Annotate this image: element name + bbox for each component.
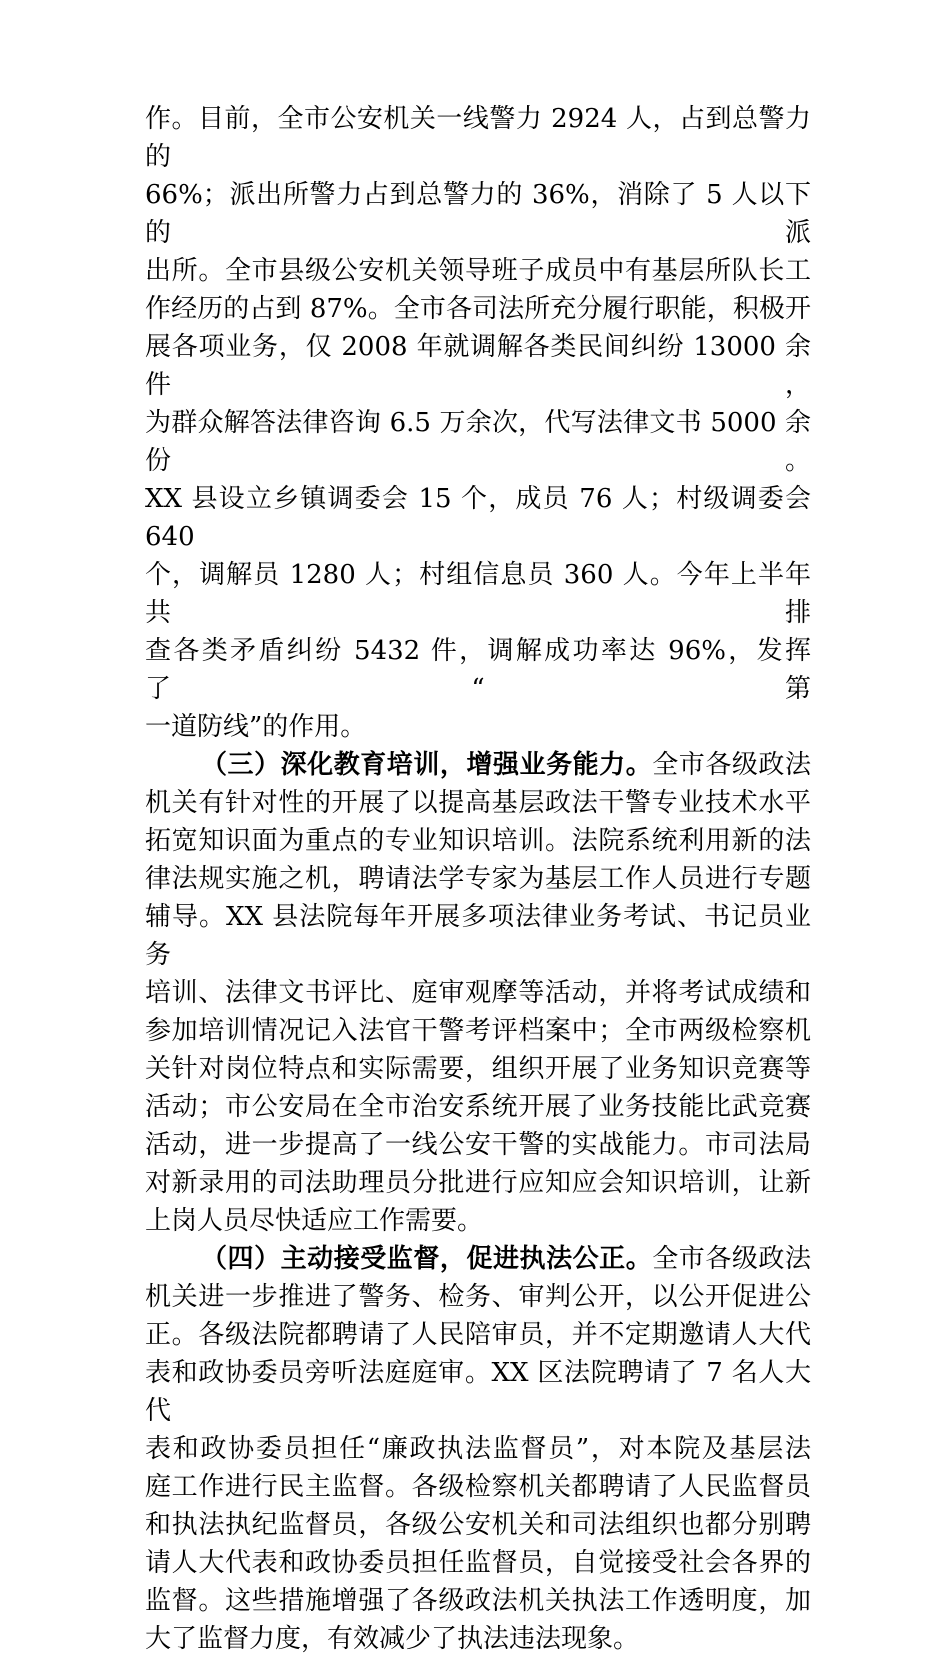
text-line: 机关有针对性的开展了以提高基层政法干警专业技术水平 [145, 788, 811, 818]
text-line: 表和政协委员旁听法庭庭审。XX 区法院聘请了 7 名人大代 [145, 1358, 811, 1426]
text-line: 大了监督力度，有效减少了执法违法现象。 [145, 1624, 640, 1654]
text-line: 活动；市公安局在全市治安系统开展了业务技能比武竞赛 [145, 1092, 811, 1122]
text-line: 庭工作进行民主监督。各级检察机关都聘请了人民监督员 [145, 1472, 811, 1502]
text-line: 辅导。XX 县法院每年开展多项法律业务考试、书记员业务 [145, 902, 811, 970]
text-line: 和执法执纪监督员，各级公安机关和司法组织也都分别聘 [145, 1510, 811, 1540]
paragraph-first-line [145, 746, 811, 784]
text-line: 个，调解员 1280 人；村组信息员 360 人。今年上半年共排 [145, 560, 811, 628]
text-line: 作经历的占到 87%。全市各司法所充分履行职能，积极开 [145, 294, 811, 324]
section-heading: （三）深化教育培训，增强业务能力。 [201, 750, 653, 780]
text-line: 参加培训情况记入法官干警考评档案中；全市两级检察机 [145, 1016, 811, 1046]
paragraph-supervision [145, 1240, 811, 1658]
text-line: 对新录用的司法助理员分批进行应知应会知识培训，让新 [145, 1168, 811, 1198]
text-line: 66%；派出所警力占到总警力的 36%，消除了 5 人以下的派 [145, 180, 811, 248]
text-line: 正。各级法院都聘请了人民陪审员，并不定期邀请人大代 [145, 1320, 811, 1350]
paragraph-first-line [145, 1240, 811, 1278]
line-text: 全市各级政法 [652, 1244, 811, 1274]
text-line: 关针对岗位特点和实际需要，组织开展了业务知识竞赛等 [145, 1054, 811, 1084]
line-text: 全市各级政法 [652, 750, 811, 780]
text-line: 为群众解答法律咨询 6.5 万余次，代写法律文书 5000 余份。 [145, 408, 811, 476]
text-line: 展各项业务，仅 2008 年就调解各类民间纠纷 13000 余件， [145, 332, 811, 400]
paragraph-police-stats [145, 100, 811, 746]
text-line: 作。目前，全市公安机关一线警力 2924 人，占到总警力的 [145, 104, 811, 172]
text-line: 上岗人员尽快适应工作需要。 [145, 1206, 484, 1236]
text-line: 出所。全市县级公安机关领导班子成员中有基层所队长工 [145, 256, 811, 286]
text-line: 监督。这些措施增强了各级政法机关执法工作透明度，加 [145, 1586, 811, 1616]
paragraph-education-training [145, 746, 811, 1240]
text-line: 拓宽知识面为重点的专业知识培训。法院系统利用新的法 [145, 826, 811, 856]
text-line: 律法规实施之机，聘请法学专家为基层工作人员进行专题 [145, 864, 811, 894]
text-line: 查各类矛盾纠纷 5432 件，调解成功率达 96%，发挥了“第 [145, 636, 811, 704]
text-line: 活动，进一步提高了一线公安干警的实战能力。市司法局 [145, 1130, 811, 1160]
text-line: 一道防线”的作用。 [145, 712, 367, 742]
document-page [145, 100, 811, 1658]
text-line: XX 县设立乡镇调委会 15 个，成员 76 人；村级调委会 640 [145, 484, 811, 552]
text-line: 培训、法律文书评比、庭审观摩等活动，并将考试成绩和 [145, 978, 811, 1008]
section-heading: （四）主动接受监督，促进执法公正。 [201, 1244, 653, 1274]
text-line: 请人大代表和政协委员担任监督员，自觉接受社会各界的 [145, 1548, 811, 1578]
text-line: 机关进一步推进了警务、检务、审判公开，以公开促进公 [145, 1282, 811, 1312]
text-line: 表和政协委员担任“廉政执法监督员”，对本院及基层法 [145, 1434, 811, 1464]
